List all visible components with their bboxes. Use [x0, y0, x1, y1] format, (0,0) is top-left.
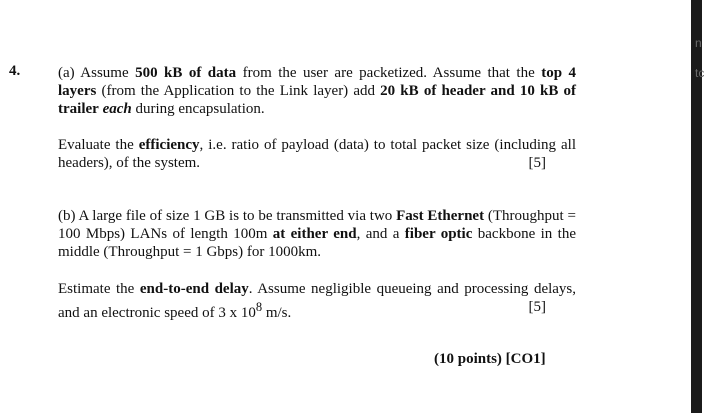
part-b-eval-text-2: . Assume negligible queueing and processing delays, and an electronic speed of 3 x 10	[58, 281, 577, 321]
part-b-exponent: 8	[255, 300, 263, 314]
part-a-each: each	[102, 101, 132, 117]
part-b-end-to-end-delay: end-to-end delay	[139, 281, 249, 297]
part-b-text-3: , and a	[356, 226, 405, 242]
part-b-text-1: (b) A large file of size 1 GB is to be transmitted via two	[58, 208, 397, 224]
part-b-either-end: at either end	[272, 226, 357, 242]
part-a-text-1: (a) Assume	[58, 65, 136, 81]
edge-char-1: n	[695, 36, 702, 50]
edge-char-2: tc	[695, 66, 704, 80]
part-a-text-5: during encapsulation.	[131, 101, 265, 117]
right-edge-bar	[691, 0, 702, 413]
part-a-marks: [5]	[528, 155, 546, 171]
part-a-text-3: (from the Application to the Link layer) add	[96, 83, 381, 99]
part-b-text-2: (Throughput = 100 Mbps) LANs of length 100m	[58, 208, 576, 242]
part-a-header-trailer: 20 kB of header and 10 kB of trailer	[58, 83, 576, 117]
part-b-eval-text	[58, 280, 576, 322]
part-a-top-layers: top 4 layers	[58, 65, 576, 99]
part-b-eval-text-3: m/s.	[262, 305, 292, 321]
part-b-text-4: backbone in the middle (Throughput = 1 Gbps) for 1000km.	[58, 226, 576, 260]
points-footer: (10 points) [CO1]	[434, 351, 546, 367]
part-b-fast-ethernet: Fast Ethernet	[396, 208, 485, 224]
part-a-text-2: from the user are packetized. Assume that the	[236, 65, 542, 81]
part-b-fiber-optic: fiber optic	[404, 226, 473, 242]
part-a-eval-text-2: , i.e. ratio of payload (data) to total packet size (including all headers), of the system.	[58, 137, 577, 171]
part-a-eval-text-1: Evaluate the	[58, 137, 139, 153]
part-b-text	[58, 207, 576, 261]
part-a-eval-text	[58, 136, 576, 172]
part-a-data-size: 500 kB of data	[135, 65, 237, 81]
part-a-efficiency: efficiency	[138, 137, 200, 153]
question-number: 4.	[9, 63, 21, 79]
part-a-text	[58, 64, 576, 118]
part-b-eval-text-1: Estimate the	[58, 281, 140, 297]
part-b-marks: [5]	[528, 299, 546, 315]
